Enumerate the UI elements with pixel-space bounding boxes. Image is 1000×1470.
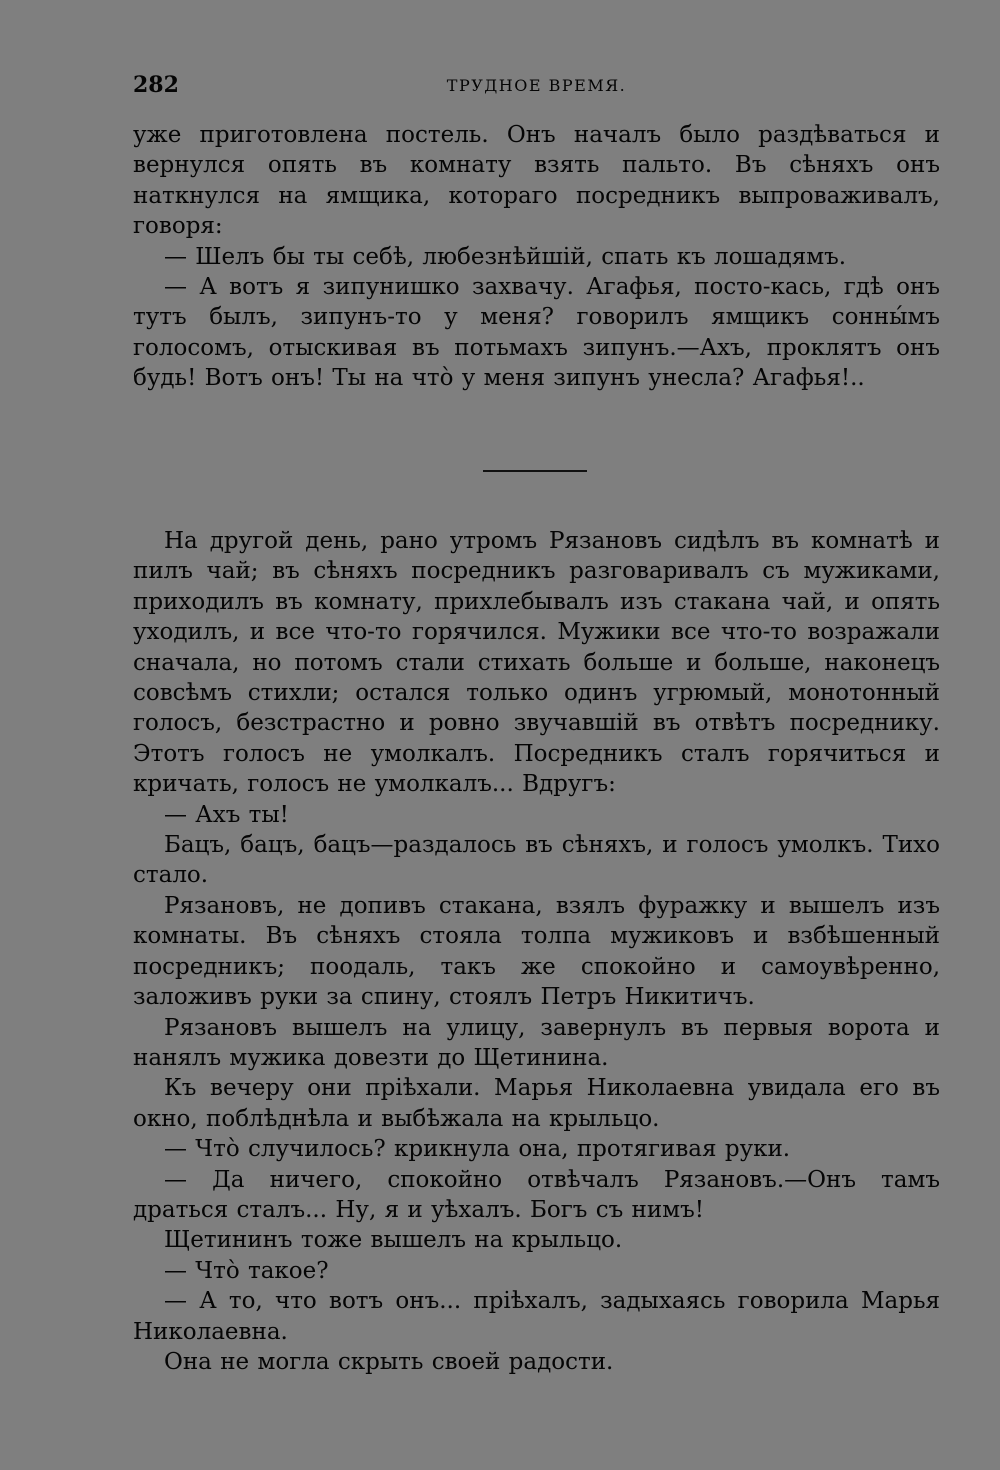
paragraph: Щетининъ тоже вышелъ на крыльцо.: [164, 1227, 623, 1254]
paragraph: Рязановъ вышелъ на улицу, завернулъ въ первыя ворота и нанялъ мужика довезти до Щетинина.: [133, 1014, 940, 1071]
paragraph: уже приготовлена постель. Онъ началъ было раздѣваться и вернулся опять въ комнату взять пальто. Въ сѣняхъ онъ наткнулся на ямщика, котораго посредникъ выпроваживалъ, говоря:: [133, 122, 940, 240]
paragraph: — Что̀ случилось? крикнула она, протягивая руки.: [164, 1136, 791, 1163]
paragraph: — Ахъ ты!: [164, 801, 289, 828]
paragraph: Къ вечеру они пріѣхали. Марья Николаевна увидала его въ окно, поблѣднѣла и выбѣжала на крыльцо.: [133, 1075, 940, 1132]
paragraph: — Что̀ такое?: [164, 1257, 329, 1284]
paragraph: Бацъ, бацъ, бацъ—раздалось въ сѣняхъ, и голосъ умолкъ. Тихо стало.: [133, 832, 940, 889]
paragraph: Рязановъ, не допивъ стакана, взялъ фуражку и вышелъ изъ комнаты. Въ сѣняхъ стояла толпа мужиковъ и взбѣшенный посредникъ; поодаль, такъ же спокойно и самоувѣренно, заложивъ руки за спину, стоялъ Петръ Никитичъ.: [133, 892, 940, 1011]
section-divider: [483, 470, 587, 472]
paragraph: — А то, что вотъ онъ... пріѣхалъ, задыхаясь говорила Марья Николаевна.: [133, 1288, 940, 1345]
paragraph: — А вотъ я зипунишко захвачу. Агафья, посто-кась, гдѣ онъ тутъ былъ, зипунъ-то у меня? говорилъ ямщикъ сонны́мъ голосомъ, отыскивая въ потьмахъ зипунъ.—Ахъ, проклятъ онъ будь! Вотъ онъ! Ты на что̀ у меня зипунъ унесла? Агафья!..: [133, 274, 940, 392]
text-block-bottom: [133, 526, 940, 1377]
paragraph: — Да ничего, спокойно отвѣчалъ Рязановъ.—Онъ тамъ драться сталъ... Ну, я и уѣхалъ. Богъ съ нимъ!: [133, 1166, 940, 1223]
running-title: ТРУДНОЕ ВРЕМЯ.: [446, 76, 627, 95]
paragraph: На другой день, рано утромъ Рязановъ сидѣлъ въ комнатѣ и пилъ чай; въ сѣняхъ посредникъ разговаривалъ съ мужиками, приходилъ въ комнату, прихлебывалъ изъ стакана чай, и опять уходилъ, и все что-то горячился. Мужики все что-то возражали сначала, но потомъ стали стихать больше и больше, наконецъ совсѣмъ стихли; остался только одинъ угрюмый, монотонный голосъ, безстрастно и ровно звучавшій въ отвѣтъ посреднику. Этотъ голосъ не умолкалъ. Посредникъ сталъ горячиться и кричать, голосъ не умолкалъ... Вдругъ:: [133, 528, 940, 798]
paragraph: Она не могла скрыть своей радости.: [164, 1348, 614, 1375]
text-block-top: [133, 120, 940, 394]
paragraph: — Шелъ бы ты себѣ, любезнѣйшій, спать къ лошадямъ.: [164, 243, 847, 270]
page-header: [133, 70, 940, 104]
page-number: 282: [133, 72, 179, 98]
